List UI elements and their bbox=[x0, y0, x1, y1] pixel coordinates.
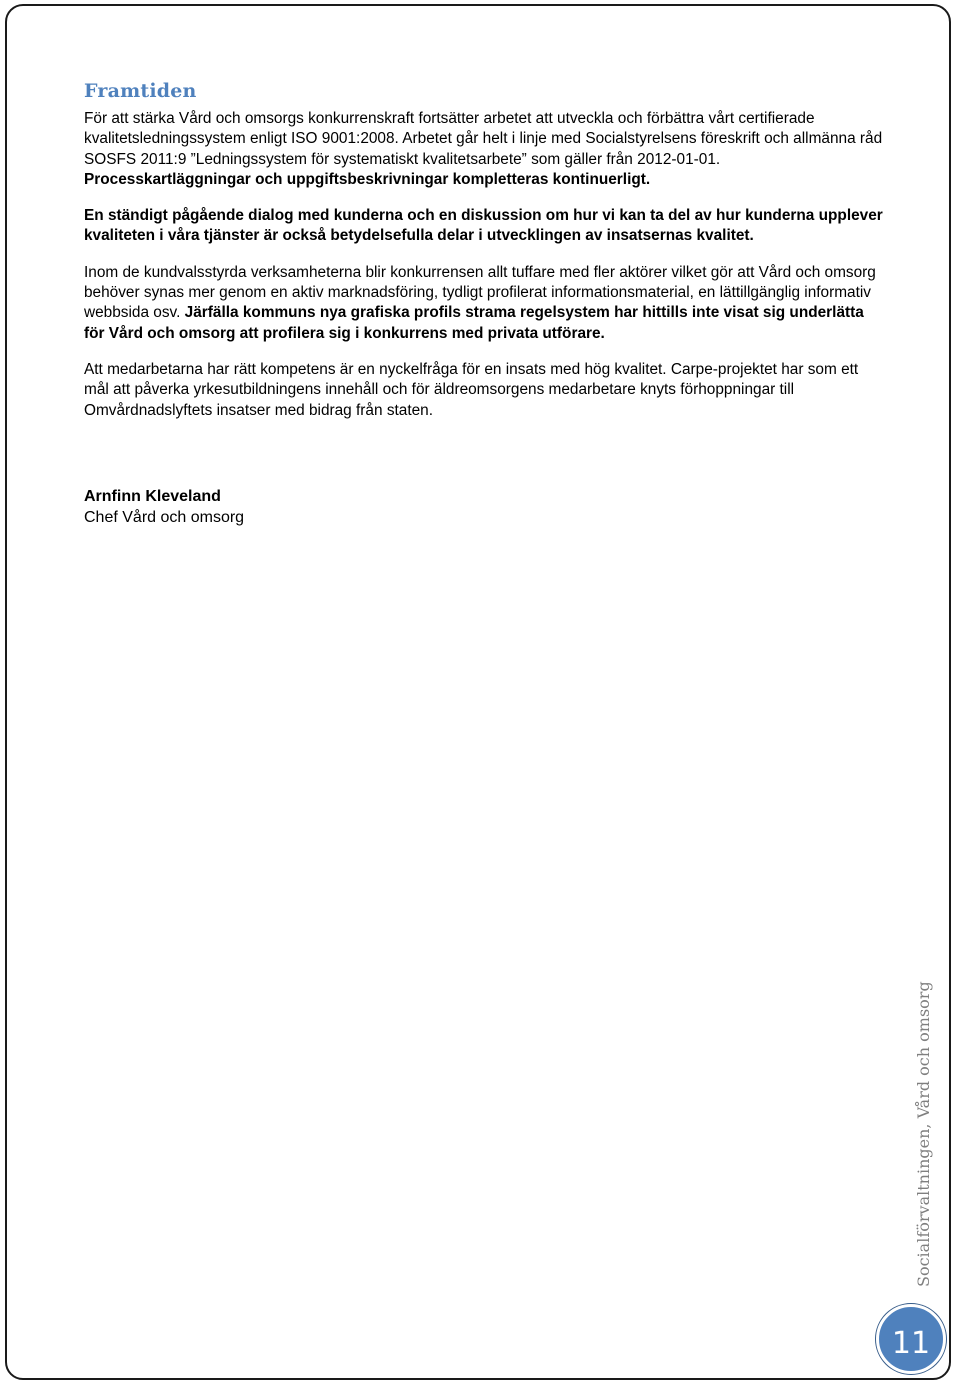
paragraph-competence bbox=[84, 360, 884, 421]
signature-title: Chef Vård och omsorg bbox=[84, 509, 245, 526]
paragraph-3-bold-text: Järfälla kommuns nya grafiska profils strama regelsystem har hittills inte visat sig underlätta för Vård och omsorg att profilera sig i konkurrens med privata utförare. bbox=[84, 304, 864, 342]
paragraph-2-bold-text: En ständigt pågående dialog med kunderna och en diskussion om hur vi kan ta del av hur kunderna upplever kvaliteten i våra tjänster är också betydelsefulla delar i utvecklingen av insatsernas kvalitet. bbox=[84, 207, 883, 245]
side-department-label: Socialförvaltningen, Vård och omsorg bbox=[914, 981, 933, 1287]
paragraph-1-bold-text: Processkartläggningar och uppgiftsbeskrivningar kompletteras kontinuerligt. bbox=[84, 170, 651, 188]
paragraph-dialog bbox=[84, 206, 884, 247]
page-number: 11 bbox=[891, 1325, 931, 1361]
paragraph-1-text: För att stärka Vård och omsorgs konkurrenskraft fortsätter arbetet att utveckla och förbättra vårt certifierade kvalitetsledningssystem enligt ISO 9001:2008. Arbetet går helt i linje med Socialstyrelsens föreskrift och allmänna råd SOSFS 2011:9 ”Ledningssystem för systematiskt kvalitetsarbete” som gäller från 2012-01-01. bbox=[84, 110, 883, 168]
paragraph-3-text: Inom de kundvalsstyrda verksamheterna blir konkurrensen allt tuffare med fler aktörer vilket gör att Vård och omsorg behöver synas mer genom en aktiv marknadsföring, tydligt profilerat informationsmaterial, en lättillgänglig informativ webbsida osv. bbox=[84, 263, 876, 322]
paragraph-4-text: Att medarbetarna har rätt kompetens är en nyckelfråga för en insats med hög kvalitet. Carpe-projektet har som ett mål att påverka yrkesutbildningens innehåll och för äldreomsorgens medarbetare knyts förhoppningar till Omvårdnadslyftets insatser med bidrag från staten. bbox=[84, 360, 859, 419]
paragraph-quality-system bbox=[84, 109, 884, 190]
page-number-badge bbox=[876, 1304, 946, 1374]
body-text bbox=[84, 109, 884, 421]
section-heading: Framtiden bbox=[84, 80, 197, 102]
signature-name: Arnfinn Kleveland bbox=[84, 488, 221, 505]
paragraph-competition bbox=[84, 263, 884, 344]
